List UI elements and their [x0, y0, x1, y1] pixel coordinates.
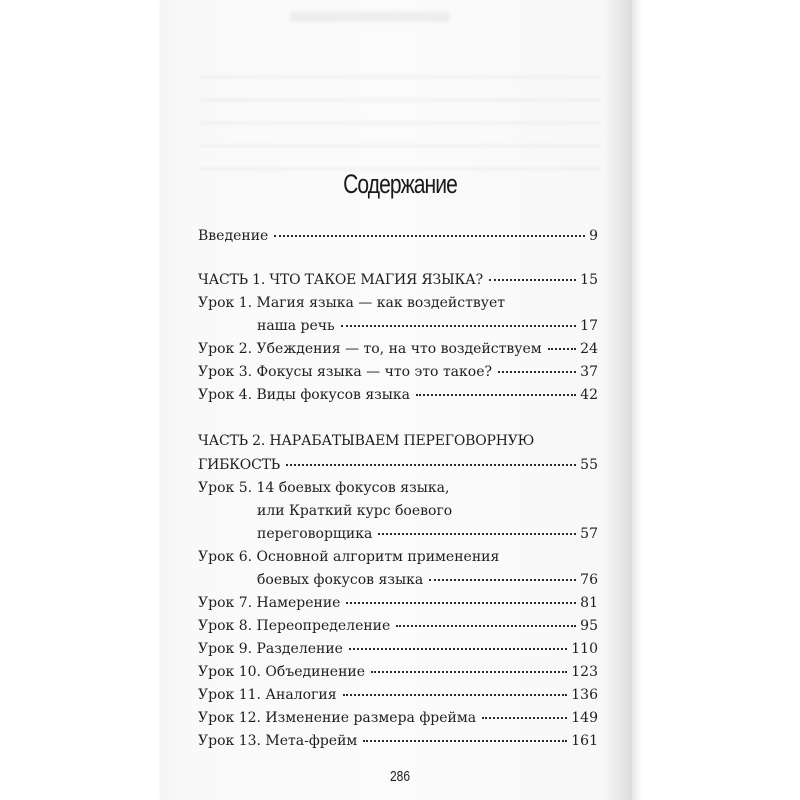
toc-entry-page: 81 — [580, 595, 598, 611]
toc-title: Содержание — [343, 169, 457, 199]
toc-entry-lesson-7 — [198, 592, 598, 614]
dot-leader — [349, 647, 567, 650]
toc-entry-page: 15 — [580, 272, 598, 288]
toc-entry-page: 9 — [589, 228, 598, 244]
toc-entry-part-2 — [198, 430, 598, 452]
toc-entry-page: 110 — [571, 641, 598, 657]
toc-entry-page: 24 — [580, 341, 598, 357]
toc-entry-label: наша речь — [257, 318, 335, 334]
toc-entry-lesson-8 — [198, 615, 598, 637]
toc-entry-lesson-12 — [198, 707, 598, 729]
toc-entry-lesson-5 — [198, 477, 598, 499]
toc-entry-page: 42 — [580, 387, 598, 403]
toc-entry-label: Урок 7. Намерение — [198, 595, 341, 611]
toc-entry-label: Урок 4. Виды фокусов языка — [198, 387, 411, 403]
toc-entry-page: 76 — [580, 572, 598, 588]
toc-entry-label: ЧАСТЬ 2. НАРАБАТЫВАЕМ ПЕРЕГОВОРНУЮ — [198, 433, 535, 449]
toc-entry-label: Урок 6. Основной алгоритм применения — [198, 549, 500, 565]
toc-entry-lesson-5-cont — [257, 500, 598, 522]
dot-leader — [378, 532, 576, 535]
dot-leader — [346, 601, 576, 604]
dot-leader — [274, 234, 585, 237]
toc-entry-label: Урок 3. Фокусы языка — что это такое? — [198, 364, 492, 380]
toc-entry-lesson-11 — [198, 684, 598, 706]
toc-entry-page: 55 — [580, 457, 598, 473]
toc-entry-label: переговорщика — [257, 526, 373, 542]
dot-leader — [286, 463, 576, 466]
dot-leader — [396, 624, 576, 627]
toc-entry-label: Урок 12. Изменение размера фрейма — [198, 710, 477, 726]
toc-entry-lesson-9 — [198, 638, 598, 660]
toc-entry-label: ГИБКОСТЬ — [198, 457, 280, 473]
dot-leader — [341, 324, 577, 327]
toc-entry-label: Урок 5. 14 боевых фокусов языка, — [198, 480, 450, 496]
toc-entry-page: 57 — [580, 526, 598, 542]
toc-entry-label: или Краткий курс боевого — [257, 503, 453, 519]
dot-leader — [489, 278, 576, 281]
toc-entry-page: 136 — [571, 687, 598, 703]
dot-leader — [548, 347, 577, 350]
toc-entry-label: Урок 9. Разделение — [198, 641, 343, 657]
toc-entry-lesson-6-cont — [257, 569, 598, 591]
toc-entry-page: 161 — [571, 733, 598, 749]
toc-entry-label: ЧАСТЬ 1. ЧТО ТАКОЕ МАГИЯ ЯЗЫКА? — [198, 272, 483, 288]
toc-entry-label: Урок 10. Объединение — [198, 664, 366, 680]
toc-entry-label: Урок 11. Аналогия — [198, 687, 337, 703]
dot-leader — [498, 370, 576, 373]
toc-entry-page: 17 — [580, 318, 598, 334]
toc-entry-label: Введение — [198, 228, 269, 244]
toc-entry-lesson-3 — [198, 361, 598, 383]
toc-entry-page: 123 — [571, 664, 598, 680]
toc-entry-label: Урок 13. Мета-фрейм — [198, 733, 358, 749]
toc-entry-lesson-1-cont — [257, 315, 598, 337]
toc-entry-introduction — [198, 225, 598, 247]
toc-entry-lesson-10 — [198, 661, 598, 683]
toc-entry-lesson-6 — [198, 546, 598, 568]
toc-entry-lesson-13 — [198, 730, 598, 752]
toc-entry-part-2-cont — [198, 454, 598, 476]
toc-entry-lesson-5-cont — [257, 523, 598, 545]
toc-entry-label: Урок 2. Убеждения — то, на что воздействуем — [198, 341, 542, 357]
toc-entry-page: 149 — [571, 710, 598, 726]
toc-entry-lesson-1 — [198, 292, 598, 314]
toc-entry-label: боевых фокусов языка — [257, 572, 424, 588]
dot-leader — [416, 393, 576, 396]
page-number: 286 — [389, 768, 411, 785]
dot-leader — [429, 578, 576, 581]
toc-entry-lesson-4 — [198, 384, 598, 406]
dot-leader — [371, 670, 567, 673]
dot-leader — [482, 716, 567, 719]
toc-entry-part-1 — [198, 269, 598, 291]
toc-entry-label: Урок 1. Магия языка — как воздействует — [198, 295, 505, 311]
dot-leader — [363, 739, 567, 742]
toc-entry-label: Урок 8. Переопределение — [198, 618, 391, 634]
toc-entry-page: 37 — [580, 364, 598, 380]
dot-leader — [343, 693, 568, 696]
toc-entry-lesson-2 — [198, 338, 598, 360]
toc-entry-page: 95 — [580, 618, 598, 634]
